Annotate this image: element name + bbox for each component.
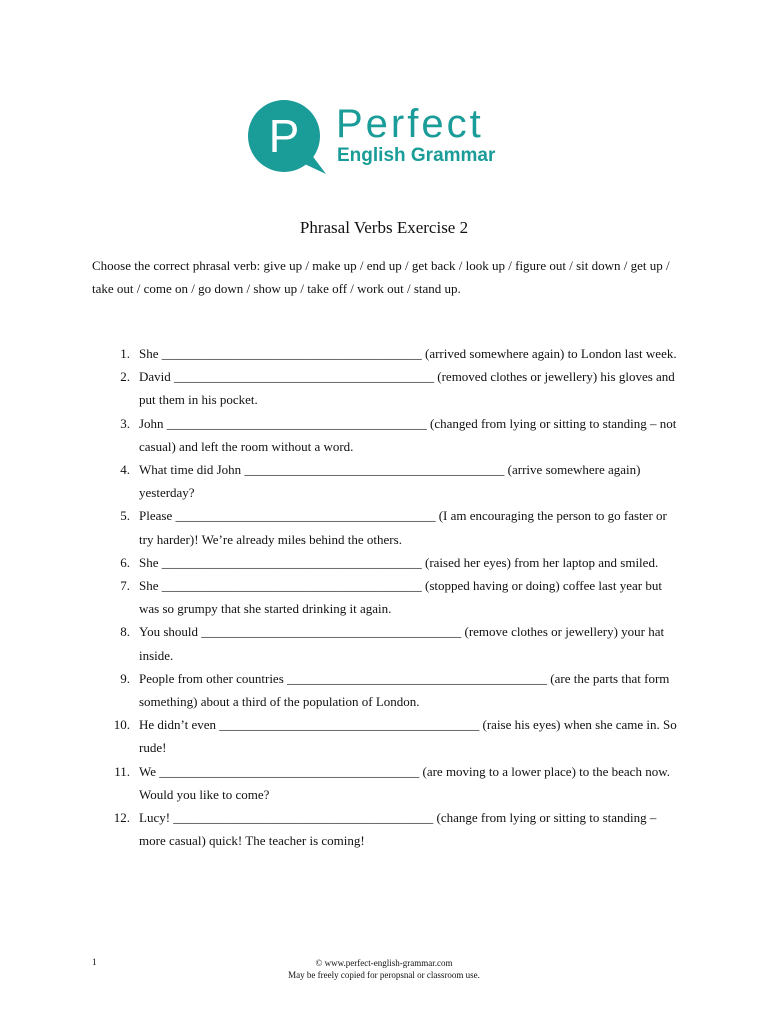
item-number: 5. [120,508,130,524]
speech-bubble-logo-icon [244,100,328,176]
instructions: Choose the correct phrasal verb: give up / make up / end up / get back / look up / figure out / sit down / get up / take out / come on / go down / show up / take off / work out / stand up. [92,258,670,296]
exercise-item [108,342,678,365]
item-text: David ________________________________________ (removed clothes or jewellery) his gloves and put them in his pocket. [139,369,675,408]
exercise-item [108,620,678,666]
item-number: 11. [114,763,130,779]
exercise-item [108,713,678,759]
logo-wordmark: Perfect [336,102,484,146]
exercise-item [108,458,678,504]
logo-subtitle: English Grammar [337,145,496,166]
item-text: What time did John ________________________________________ (arrive somewhere again) yesterday? [139,462,641,501]
item-number: 6. [120,554,130,570]
item-number: 2. [120,369,130,385]
item-text: We ________________________________________ (are moving to a lower place) to the beach now. Would you like to come? [139,763,671,802]
item-text: He didn’t even ________________________________________ (raise his eyes) when she came in. So rude! [139,717,677,756]
brand-logo [244,100,534,178]
item-text: People from other countries ________________________________________ (are the parts that form something) about a third of the population of London. [139,670,670,710]
item-text: Lucy! ________________________________________ (change from lying or sitting to standing – more casual) quick! The teacher is coming! [139,810,657,849]
exercise-item [108,667,678,713]
item-text: She ________________________________________ (stopped having or doing) coffee last year but was so grumpy that she started drinking it again. [139,578,662,617]
logo-letter: P [268,110,300,162]
item-number: 7. [120,578,130,594]
item-number: 12. [113,810,130,826]
exercise-item [108,412,678,458]
item-text: She ________________________________________ (arrived somewhere again) to London last week. [139,346,677,361]
exercise-item [108,574,678,620]
item-number: 9. [120,670,130,686]
exercise-item [108,760,678,806]
footer-copyright: © www.perfect-english-grammar.com [315,958,453,968]
exercise-item [108,504,678,550]
page-title: Phrasal Verbs Exercise 2 [299,218,469,237]
exercise-list [108,342,678,852]
exercise-item [108,806,678,852]
item-text: John ________________________________________ (changed from lying or sitting to standing – not casual) and left the room without a word. [139,415,677,454]
item-text: You should ________________________________________ (remove clothes or jewellery) your hat inside. [139,624,665,663]
exercise-item [108,551,678,574]
exercise-item [108,365,678,411]
footer [0,957,768,981]
page-number: 1 [92,958,97,968]
item-text: She ________________________________________ (raised her eyes) from her laptop and smiled. [139,554,659,570]
footer-note: May be freely copied for peropsnal or classroom use. [288,970,480,980]
item-number: 3. [120,415,130,431]
item-number: 4. [120,462,130,478]
item-number: 1. [120,346,130,361]
item-number: 10. [113,717,130,733]
item-number: 8. [120,624,130,640]
item-text: Please ________________________________________ (I am encouraging the person to go faster or try harder)! We’re already miles behind the others. [139,508,667,547]
